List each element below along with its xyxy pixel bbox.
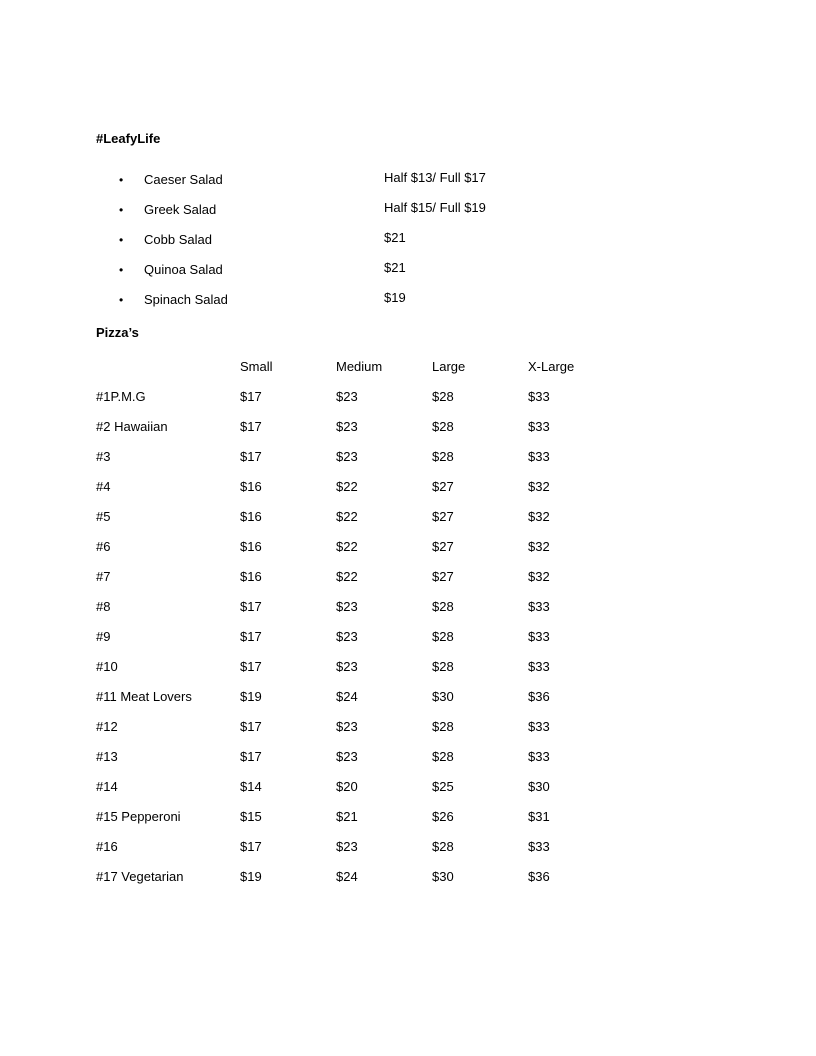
pizza-name: #3 bbox=[96, 449, 111, 464]
pizza-name: #17 Vegetarian bbox=[96, 869, 184, 884]
price-large: $28 bbox=[432, 449, 454, 464]
price-large: $27 bbox=[432, 509, 454, 524]
table-row bbox=[96, 599, 624, 629]
price-small: $17 bbox=[240, 659, 262, 674]
pizza-name: #1P.M.G bbox=[96, 389, 146, 404]
table-row bbox=[96, 869, 624, 889]
price-large: $26 bbox=[432, 809, 454, 824]
table-row bbox=[96, 749, 624, 779]
bullet-icon: • bbox=[119, 203, 124, 217]
table-row bbox=[96, 839, 624, 869]
price-small: $16 bbox=[240, 509, 262, 524]
pizza-name: #15 Pepperoni bbox=[96, 809, 181, 824]
salad-item bbox=[0, 201, 816, 231]
price-xlarge: $33 bbox=[528, 419, 550, 434]
price-xlarge: $36 bbox=[528, 869, 550, 884]
bullet-icon: • bbox=[119, 173, 124, 187]
price-small: $16 bbox=[240, 479, 262, 494]
table-row bbox=[96, 779, 624, 809]
salad-item bbox=[0, 171, 816, 201]
table-header-row bbox=[96, 359, 624, 389]
price-small: $17 bbox=[240, 839, 262, 854]
salad-name: Spinach Salad bbox=[144, 292, 228, 307]
price-large: $30 bbox=[432, 869, 454, 884]
price-large: $27 bbox=[432, 569, 454, 584]
table-row bbox=[96, 659, 624, 689]
price-xlarge: $33 bbox=[528, 389, 550, 404]
price-small: $19 bbox=[240, 689, 262, 704]
price-large: $28 bbox=[432, 719, 454, 734]
salad-price: Half $13/ Full $17 bbox=[384, 170, 486, 185]
price-xlarge: $32 bbox=[528, 569, 550, 584]
salad-name: Cobb Salad bbox=[144, 232, 212, 247]
price-medium: $22 bbox=[336, 539, 358, 554]
price-medium: $24 bbox=[336, 689, 358, 704]
pizza-name: #16 bbox=[96, 839, 118, 854]
column-header-xlarge: X-Large bbox=[528, 359, 575, 374]
price-medium: $23 bbox=[336, 419, 358, 434]
price-small: $17 bbox=[240, 599, 262, 614]
salad-item bbox=[0, 291, 816, 321]
price-medium: $23 bbox=[336, 749, 358, 764]
table-row bbox=[96, 629, 624, 659]
salad-item bbox=[0, 231, 816, 261]
price-small: $15 bbox=[240, 809, 262, 824]
price-small: $19 bbox=[240, 869, 262, 884]
price-large: $28 bbox=[432, 839, 454, 854]
pizza-name: #9 bbox=[96, 629, 111, 644]
table-row bbox=[96, 569, 624, 599]
pizza-name: #10 bbox=[96, 659, 118, 674]
salad-name: Quinoa Salad bbox=[144, 262, 223, 277]
price-xlarge: $30 bbox=[528, 779, 550, 794]
price-small: $17 bbox=[240, 749, 262, 764]
price-large: $28 bbox=[432, 749, 454, 764]
price-medium: $21 bbox=[336, 809, 358, 824]
salad-price: $21 bbox=[384, 260, 406, 275]
table-row bbox=[96, 719, 624, 749]
price-xlarge: $31 bbox=[528, 809, 550, 824]
pizza-name: #7 bbox=[96, 569, 111, 584]
table-row bbox=[96, 809, 624, 839]
pizza-section-heading: Pizza’s bbox=[96, 325, 139, 340]
price-xlarge: $33 bbox=[528, 449, 550, 464]
table-row bbox=[96, 389, 624, 419]
column-header-name bbox=[96, 359, 240, 389]
pizza-name: #4 bbox=[96, 479, 111, 494]
price-small: $14 bbox=[240, 779, 262, 794]
price-large: $28 bbox=[432, 659, 454, 674]
price-small: $17 bbox=[240, 719, 262, 734]
pizza-name: #8 bbox=[96, 599, 111, 614]
price-medium: $23 bbox=[336, 719, 358, 734]
column-header-small: Small bbox=[240, 359, 273, 374]
price-small: $17 bbox=[240, 389, 262, 404]
table-row bbox=[96, 689, 624, 719]
salad-section-heading: #LeafyLife bbox=[96, 131, 161, 146]
salad-price: $21 bbox=[384, 230, 406, 245]
column-header-medium: Medium bbox=[336, 359, 383, 374]
column-header-large: Large bbox=[432, 359, 466, 374]
bullet-icon: • bbox=[119, 293, 124, 307]
price-large: $27 bbox=[432, 539, 454, 554]
bullet-icon: • bbox=[119, 263, 124, 277]
price-small: $16 bbox=[240, 539, 262, 554]
price-xlarge: $33 bbox=[528, 659, 550, 674]
salad-name: Greek Salad bbox=[144, 202, 217, 217]
pizza-name: #13 bbox=[96, 749, 118, 764]
price-medium: $23 bbox=[336, 449, 358, 464]
price-xlarge: $33 bbox=[528, 599, 550, 614]
bullet-icon: • bbox=[119, 233, 124, 247]
price-large: $27 bbox=[432, 479, 454, 494]
pizza-name: #5 bbox=[96, 509, 111, 524]
price-large: $28 bbox=[432, 419, 454, 434]
salad-name: Caeser Salad bbox=[144, 172, 223, 187]
price-medium: $22 bbox=[336, 479, 358, 494]
price-large: $25 bbox=[432, 779, 454, 794]
salad-price: Half $15/ Full $19 bbox=[384, 200, 486, 215]
table-row bbox=[96, 479, 624, 509]
price-small: $16 bbox=[240, 569, 262, 584]
price-medium: $23 bbox=[336, 599, 358, 614]
price-medium: $23 bbox=[336, 839, 358, 854]
price-xlarge: $33 bbox=[528, 839, 550, 854]
price-xlarge: $33 bbox=[528, 719, 550, 734]
price-small: $17 bbox=[240, 449, 262, 464]
pizza-price-table bbox=[96, 359, 624, 889]
price-large: $28 bbox=[432, 389, 454, 404]
price-xlarge: $32 bbox=[528, 479, 550, 494]
price-medium: $20 bbox=[336, 779, 358, 794]
table-row bbox=[96, 539, 624, 569]
price-medium: $23 bbox=[336, 389, 358, 404]
price-xlarge: $33 bbox=[528, 629, 550, 644]
pizza-name: #14 bbox=[96, 779, 118, 794]
price-medium: $24 bbox=[336, 869, 358, 884]
price-xlarge: $36 bbox=[528, 689, 550, 704]
price-xlarge: $33 bbox=[528, 749, 550, 764]
price-small: $17 bbox=[240, 419, 262, 434]
pizza-name: #2 Hawaiian bbox=[96, 419, 168, 434]
salad-item bbox=[0, 261, 816, 291]
price-medium: $23 bbox=[336, 629, 358, 644]
price-xlarge: $32 bbox=[528, 509, 550, 524]
pizza-name: #6 bbox=[96, 539, 111, 554]
salad-list bbox=[0, 171, 816, 321]
price-large: $30 bbox=[432, 689, 454, 704]
table-row bbox=[96, 449, 624, 479]
price-small: $17 bbox=[240, 629, 262, 644]
price-medium: $22 bbox=[336, 509, 358, 524]
table-row bbox=[96, 419, 624, 449]
salad-price: $19 bbox=[384, 290, 406, 305]
table-row bbox=[96, 509, 624, 539]
price-xlarge: $32 bbox=[528, 539, 550, 554]
price-medium: $22 bbox=[336, 569, 358, 584]
price-large: $28 bbox=[432, 629, 454, 644]
pizza-name: #12 bbox=[96, 719, 118, 734]
pizza-name: #11 Meat Lovers bbox=[96, 689, 192, 704]
price-large: $28 bbox=[432, 599, 454, 614]
price-medium: $23 bbox=[336, 659, 358, 674]
